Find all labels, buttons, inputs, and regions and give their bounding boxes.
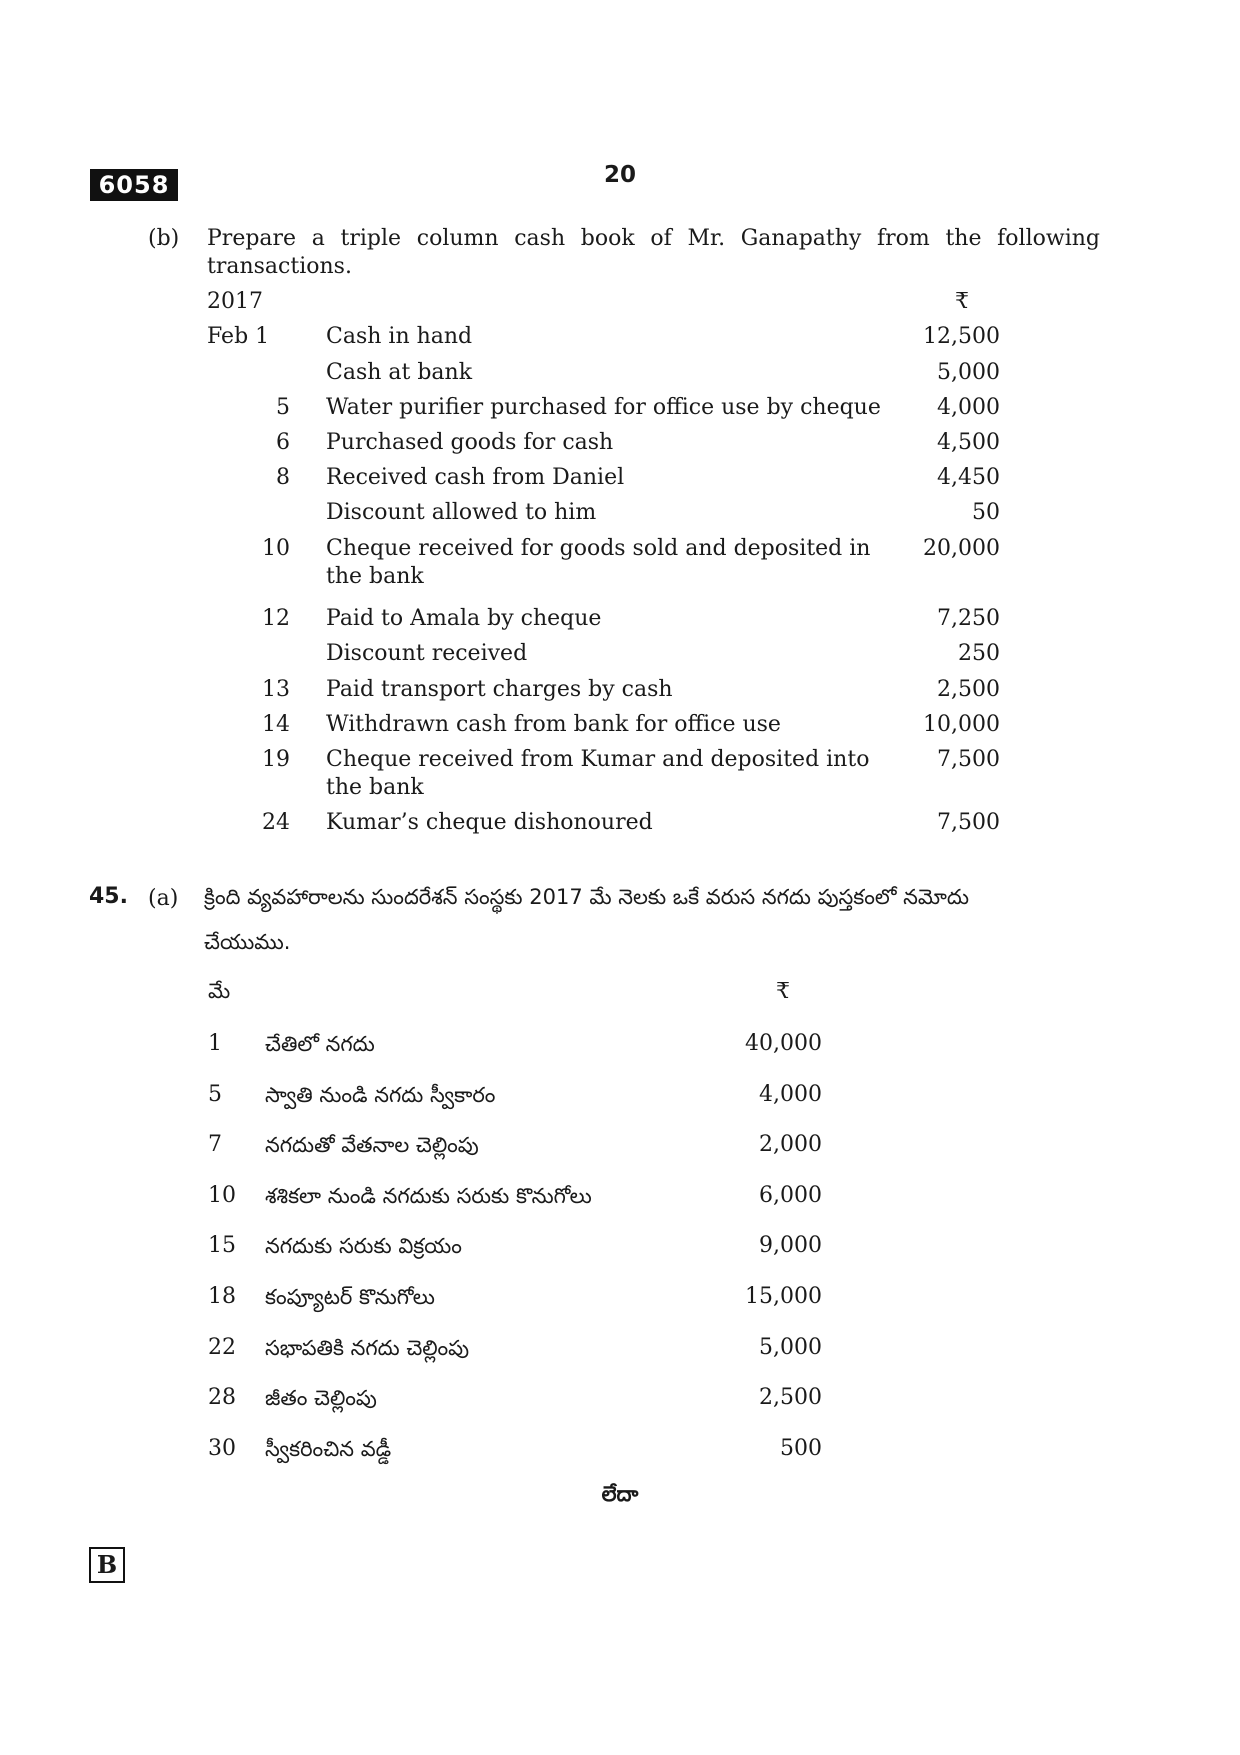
transaction-description-cont: the bank bbox=[326, 564, 424, 589]
question-label-a: (a) bbox=[148, 886, 179, 911]
page-number: 20 bbox=[603, 162, 636, 188]
transaction-amount: 6,000 bbox=[759, 1182, 822, 1208]
transaction-amount: 2,500 bbox=[759, 1385, 822, 1411]
question-text-45a-line2: చేయుము. bbox=[204, 930, 291, 954]
transaction-amount: 4,000 bbox=[759, 1081, 822, 1107]
transaction-amount: 10,000 bbox=[923, 712, 1000, 737]
transaction-amount: 50 bbox=[972, 500, 1000, 525]
transaction-amount: 5,000 bbox=[937, 360, 1000, 385]
question-text-44b: Prepare a triple column cash book of Mr. Ganapathy from the following transactions. bbox=[207, 226, 1100, 279]
transaction-date: 24 bbox=[262, 810, 290, 835]
transaction-amount: 5,000 bbox=[759, 1334, 822, 1360]
transaction-description: Paid to Amala by cheque bbox=[326, 606, 602, 631]
transaction-description: స్వీకరించిన వడ్డీ bbox=[265, 1436, 392, 1461]
transaction-description: నగదుకు సరుకు విక్రయం bbox=[265, 1234, 462, 1259]
transaction-amount: 4,000 bbox=[937, 395, 1000, 420]
transaction-description: సభాపతికి నగదు చెల్లింపు bbox=[265, 1335, 470, 1360]
transaction-description: నగదుతో వేతనాల చెల్లింపు bbox=[265, 1133, 479, 1158]
transaction-description: శశికలా నుండి నగదుకు సరుకు కొనుగోలు bbox=[265, 1183, 592, 1208]
transaction-description: Cheque received from Kumar and deposited into bbox=[326, 747, 870, 772]
transaction-description: Received cash from Daniel bbox=[326, 465, 625, 490]
transaction-date: 22 bbox=[208, 1334, 236, 1360]
or-divider: లేదా bbox=[601, 1482, 639, 1506]
rupee-header: ₹ bbox=[955, 289, 969, 314]
paper-code: 6058 bbox=[90, 169, 178, 201]
transaction-description: Paid transport charges by cash bbox=[326, 677, 673, 702]
transaction-description: Kumar’s cheque dishonoured bbox=[326, 810, 653, 835]
transaction-date: 19 bbox=[262, 747, 290, 772]
question-number-45: 45. bbox=[89, 884, 128, 909]
transaction-date: 13 bbox=[262, 677, 290, 702]
transaction-description-cont: the bank bbox=[326, 775, 424, 800]
transaction-description: స్వాతి నుండి నగదు స్వీకారం bbox=[265, 1082, 496, 1107]
rupee-header-45: ₹ bbox=[776, 979, 790, 1004]
transaction-amount: 4,500 bbox=[937, 430, 1000, 455]
transaction-date: 5 bbox=[208, 1081, 222, 1107]
transaction-amount: 12,500 bbox=[923, 324, 1000, 349]
transaction-description: Withdrawn cash from bank for office use bbox=[326, 712, 781, 737]
transaction-amount: 40,000 bbox=[745, 1031, 822, 1056]
month-label: మే bbox=[208, 979, 231, 1003]
transaction-description: Discount received bbox=[326, 641, 528, 666]
series-box: B bbox=[89, 1547, 125, 1583]
transaction-amount: 15,000 bbox=[745, 1284, 822, 1309]
transaction-description: కంప్యూటర్ కొనుగోలు bbox=[265, 1285, 435, 1309]
transaction-amount: 2,000 bbox=[759, 1132, 822, 1158]
transaction-date: 14 bbox=[262, 712, 290, 737]
transaction-amount: 250 bbox=[958, 641, 1000, 666]
transaction-description: జీతం చెల్లింపు bbox=[265, 1386, 377, 1411]
transaction-amount: 500 bbox=[780, 1435, 822, 1461]
transaction-date: 18 bbox=[208, 1284, 236, 1309]
year-label: 2017 bbox=[207, 289, 263, 314]
transaction-amount: 7,500 bbox=[937, 747, 1000, 772]
transaction-date: 10 bbox=[208, 1182, 236, 1208]
transaction-amount: 4,450 bbox=[937, 465, 1000, 490]
transaction-description: Cash at bank bbox=[326, 360, 473, 385]
question-text-45a-line1: క్రింది వ్యవహారాలను సుందరేశన్ సంస్థకు 2017 మే నెలకు ఒకే వరుస నగదు పుస్తకంలో నమోదు bbox=[204, 885, 969, 909]
transaction-date: Feb 1 bbox=[207, 324, 270, 349]
transaction-description: Water purifier purchased for office use by cheque bbox=[326, 395, 881, 420]
transaction-description: Discount allowed to him bbox=[326, 500, 597, 525]
transaction-date: 10 bbox=[262, 536, 290, 561]
transaction-amount: 20,000 bbox=[923, 536, 1000, 561]
transaction-amount: 7,500 bbox=[937, 810, 1000, 835]
transaction-date: 5 bbox=[276, 395, 290, 420]
transaction-amount: 7,250 bbox=[937, 606, 1000, 631]
transaction-description: చేతిలో నగదు bbox=[265, 1032, 375, 1056]
transaction-date: 28 bbox=[208, 1385, 236, 1411]
transaction-date: 8 bbox=[276, 465, 290, 490]
transaction-amount: 9,000 bbox=[759, 1233, 822, 1259]
transaction-description: Cheque received for goods sold and deposited in bbox=[326, 536, 871, 561]
transaction-date: 1 bbox=[208, 1031, 222, 1056]
transaction-date: 15 bbox=[208, 1233, 236, 1259]
transaction-date: 6 bbox=[276, 430, 290, 455]
question-label-b: (b) bbox=[148, 226, 180, 251]
transaction-description: Cash in hand bbox=[326, 324, 473, 349]
transaction-date: 7 bbox=[208, 1132, 222, 1158]
transaction-amount: 2,500 bbox=[937, 677, 1000, 702]
transaction-description: Purchased goods for cash bbox=[326, 430, 614, 455]
transaction-date: 30 bbox=[208, 1435, 236, 1461]
transaction-date: 12 bbox=[262, 606, 290, 631]
